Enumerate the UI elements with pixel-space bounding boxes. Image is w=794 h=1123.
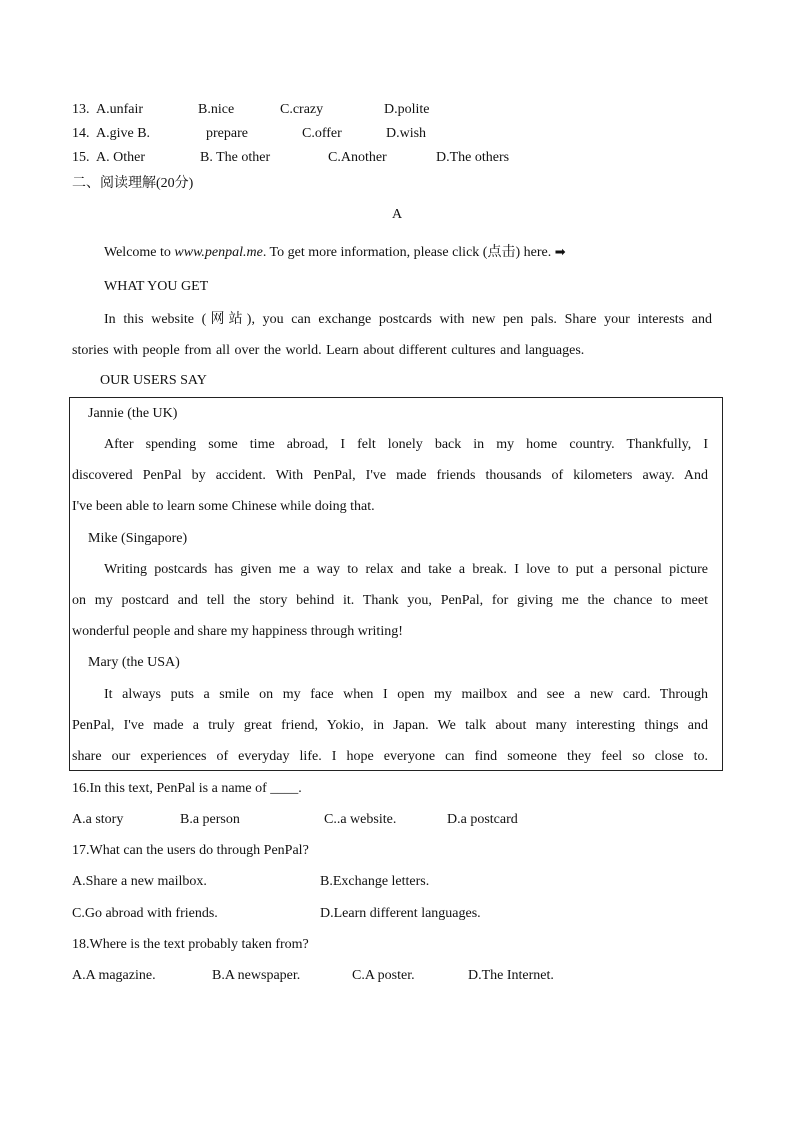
what-you-get-heading: WHAT YOU GET	[104, 279, 209, 294]
user-name-jannie: Jannie (the UK)	[88, 406, 178, 421]
option-d: D.The others	[436, 150, 510, 165]
testimonial-line: share our experiences of everyday life. I hope everyone can find someone they feel so close to.	[72, 749, 708, 764]
testimonial-line: After spending some time abroad, I felt lonely back in my home country. Thankfully, I	[104, 437, 708, 452]
testimonial-line: I've been able to learn some Chinese while doing that.	[72, 499, 375, 514]
option-b: B.Exchange letters.	[320, 874, 430, 889]
section-title: 二、阅读理解(20分)	[72, 176, 194, 191]
question-number: 13.	[72, 102, 90, 117]
option-c: C.A poster.	[352, 968, 415, 983]
option-c: C.Another	[328, 150, 387, 165]
question-number: 14.	[72, 126, 90, 141]
testimonial-line: wonderful people and share my happiness through writing!	[72, 624, 403, 639]
users-heading: OUR USERS SAY	[100, 373, 207, 388]
arrow-right-icon: ➡	[554, 245, 566, 260]
option-a: A.A magazine.	[72, 968, 156, 983]
option-b: B.A newspaper.	[212, 968, 301, 983]
option-a: A.give B.	[96, 126, 151, 141]
option-d: D.Learn different languages.	[320, 906, 481, 921]
option-b: B.nice	[198, 102, 235, 117]
option-b: B. The other	[200, 150, 271, 165]
welcome-prefix: Welcome to	[104, 245, 175, 260]
option-d: D.The Internet.	[468, 968, 554, 983]
option-a: A. Other	[96, 150, 145, 165]
question-17-stem: 17.What can the users do through PenPal?	[72, 843, 309, 858]
what-you-get-line-2: stories with people from all over the world. Learn about different cultures and languages.	[72, 343, 585, 358]
passage-label: A	[391, 207, 403, 222]
option-b: B.a person	[180, 812, 240, 827]
testimonial-line: It always puts a smile on my face when I open my mailbox and see a new card. Through	[104, 687, 708, 702]
option-d: D.wish	[386, 126, 427, 141]
what-you-get-line-1: In this website (网站), you can exchange postcards with new pen pals. Share your interests and	[104, 312, 712, 327]
option-b: prepare	[206, 126, 248, 141]
option-c: C.offer	[302, 126, 342, 141]
welcome-rest: . To get more information, please click (点击) here.	[262, 245, 552, 260]
testimonial-line: Writing postcards has given me a way to relax and take a break. I love to put a personal picture	[104, 562, 708, 577]
question-18-stem: 18.Where is the text probably taken from?	[72, 937, 309, 952]
user-name-mike: Mike (Singapore)	[88, 531, 188, 546]
welcome-line	[104, 243, 566, 263]
option-c: C.Go abroad with friends.	[72, 906, 218, 921]
question-16-stem: 16.In this text, PenPal is a name of ____.	[72, 781, 302, 796]
testimonial-line: discovered PenPal by accident. With PenPal, I've made friends thousands of kilometers away. And	[72, 468, 708, 483]
option-a: A.a story	[72, 812, 124, 827]
option-d: D.polite	[384, 102, 430, 117]
user-name-mary: Mary (the USA)	[88, 655, 180, 670]
option-a: A.Share a new mailbox.	[72, 874, 207, 889]
option-d: D.a postcard	[447, 812, 518, 827]
testimonial-line: PenPal, I've made a truly great friend, Yokio, in Japan. We talk about many interesting things and	[72, 718, 708, 733]
option-c: C.crazy	[280, 102, 324, 117]
question-number: 15.	[72, 150, 90, 165]
option-a: A.unfair	[96, 102, 144, 117]
option-c: C..a website.	[324, 812, 397, 827]
website-link[interactable]: www.penpal.me	[174, 245, 263, 260]
testimonial-line: on my postcard and tell the story behind it. Thank you, PenPal, for giving me the chance to meet	[72, 593, 708, 608]
